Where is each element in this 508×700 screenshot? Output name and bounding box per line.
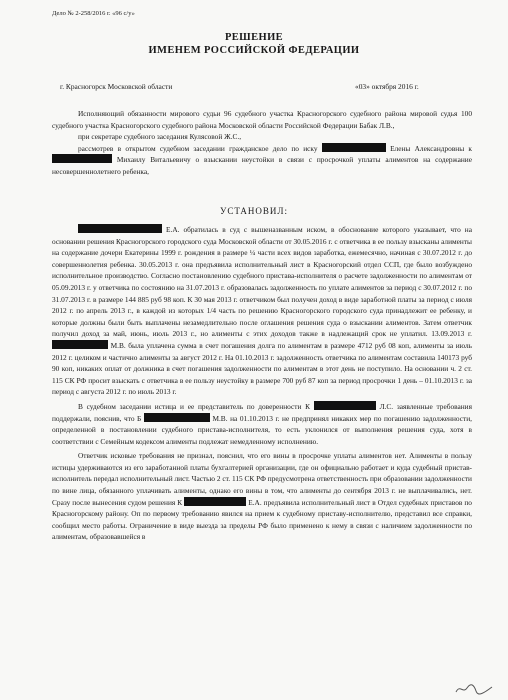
facts-paragraph-3 (52, 450, 472, 543)
facts-paragraph-2 (52, 401, 472, 447)
signature-scribble (454, 682, 494, 696)
intro-paragraph-secretary: при секретаре судебного заседания Кулясовой Ж.С., (78, 132, 242, 142)
case-text-a: рассмотрев в открытом судебном заседании гражданское дело по иску (78, 143, 318, 153)
city: г. Красногорск Московской области (60, 82, 173, 91)
redaction-block (314, 401, 376, 410)
redaction-block (144, 413, 210, 422)
intro-paragraph-case (52, 143, 472, 178)
redaction-block (52, 340, 108, 349)
case-text-c: Михаилу Витальевичу о взыскании неустойки в связи с просрочкой уплаты алиментов на содержание несовершеннолетнего ребенка, (52, 155, 472, 176)
document-title: РЕШЕНИЕ (224, 32, 284, 43)
facts-text-1b: М.В. была уплачена сумма в счет погашения долга по алиментам в размере 4712 руб 08 коп, алименты за июль 2012 г. целиком и частично алименты за август 2012 г. На 01.10.2013 г. задолженность ответчика по алиментам составила 140173 руб 90 коп, никаких оплат от должника в счет погашения задолженности по алиментам в этот день не поступило. На основании ч. 2 ст. 115 СК РФ просит взыскать с ответчика в ее пользу неустойку в размере 700 руб 87 коп за период просрочки 1 день – 01.10.2013 г. за период с августа 2012 г. по июль 2013 г. (52, 340, 472, 397)
facts-text-3a: Ответчик исковые требования не признал, пояснил, что его вины в просрочке уплаты алиментов нет. Алименты в пользу истицы удерживаются из его заработанной платы бухгалтерией организации, где он официально работает и куда судебный пристав-исполнитель передал исполнительный лист. Частью 2 ст. 115 СК РФ предусмотрена ответственность при образовании задолженности по вине лица, обязанного уплачивать алименты, однако его вины в том, что алименты до сентября 2013 г. не выплачивались, нет. Сразу после вынесения судом решения К (52, 451, 472, 507)
facts-block (52, 224, 472, 543)
intro-block (52, 108, 472, 178)
facts-text-1a: Е.А. обратилась в суд с вышеназванным иском, в обоснование которого указывает, что на основании решения Красногорского городского суда Московской области от 30.05.2016 г. с ответчика в ее пользу взысканы алименты на содержание дочери Екатерины 1999 г. рождения в размере ¼ части всех видов заработка, ежемесячно, начиная с 30.07.2012 г. до совершеннолетия ребенка. 30.05.2013 г. она предъявила исполнительный лист в Красногорский отдел ССП, где было возбуждено исполнительное производство. Согласно постановлению судебного пристава-исполнителя о расчете задолженности по алиментам от 05.09.2013 г. у ответчика по состоянию на 31.07.2013 г. образовалась задолженность по уплате алиментов за период с 30.07.2012 г. по 31.07.2013 г. в размере 144 885 руб 98 коп. К 30 мая 2013 г. ответчиком был получен доход в виде заработной платы за период с июля 2012 г. по апрель 2013 г., в каждой из которых 1/4 часть по решению Красногорского городского суда принадлежит ее ребенку, и которые должны были быть выплачены незамедлительно после оглашения решения суда о взыскании алиментов. Затем ответчик получил доход за май, июнь, июль 2013 г., но алименты с этих доходов также в надлежащий срок не уплатил. 13.09.2013 г. (52, 225, 472, 339)
decision-date: «03» октября 2016 г. (355, 82, 419, 91)
case-number: Дело № 2-258/2016 г. «96 с/у» (52, 10, 135, 17)
redaction-block (322, 143, 386, 152)
facts-text-2a: В судебном заседании истица и ее представитель по доверенности К (78, 401, 311, 411)
redaction-block (184, 497, 246, 506)
case-text-b: Елены Александровны к (390, 143, 472, 153)
intro-paragraph-judge: Исполняющий обязанности мирового судьи 96 судебного участка Красногорского судебного района мировой судья 100 судебного участка Красногорского судебного района Московской области Российской Федерации Бабак Л.В., (52, 109, 472, 130)
section-heading: УСТАНОВИЛ: (219, 206, 289, 216)
facts-text-2b: Л.С. заявленные требования поддержали, пояснив, что Б (52, 401, 472, 423)
redaction-block (78, 224, 162, 233)
facts-paragraph-1 (52, 224, 472, 398)
document-subtitle: ИМЕНЕМ РОССИЙСКОЙ ФЕДЕРАЦИИ (148, 45, 360, 56)
redaction-block (52, 154, 112, 163)
facts-text-3b: Е.А. предъявила исполнительный лист в Отдел судебных приставов по Красногорскому району. Оп по первому требованию явился на прием к судебному приставу-исполнителю, представил все справки, сообщил место работы. Ограничение в виде выезда за пределы РФ было применено к нему в связи с наличием задолженности по алиментам, образовавшейся в (52, 497, 472, 542)
facts-text-2c: М.В. на 01.10.2013 г. не предпринял никаких мер по погашению задолженности, определенной в постановлении судебного пристава-исполнителя, то есть уклонился от выполнения решения суда, хотя в соответствии с Семейным кодексом алименты подлежат немедленному исполнению. (52, 413, 473, 446)
